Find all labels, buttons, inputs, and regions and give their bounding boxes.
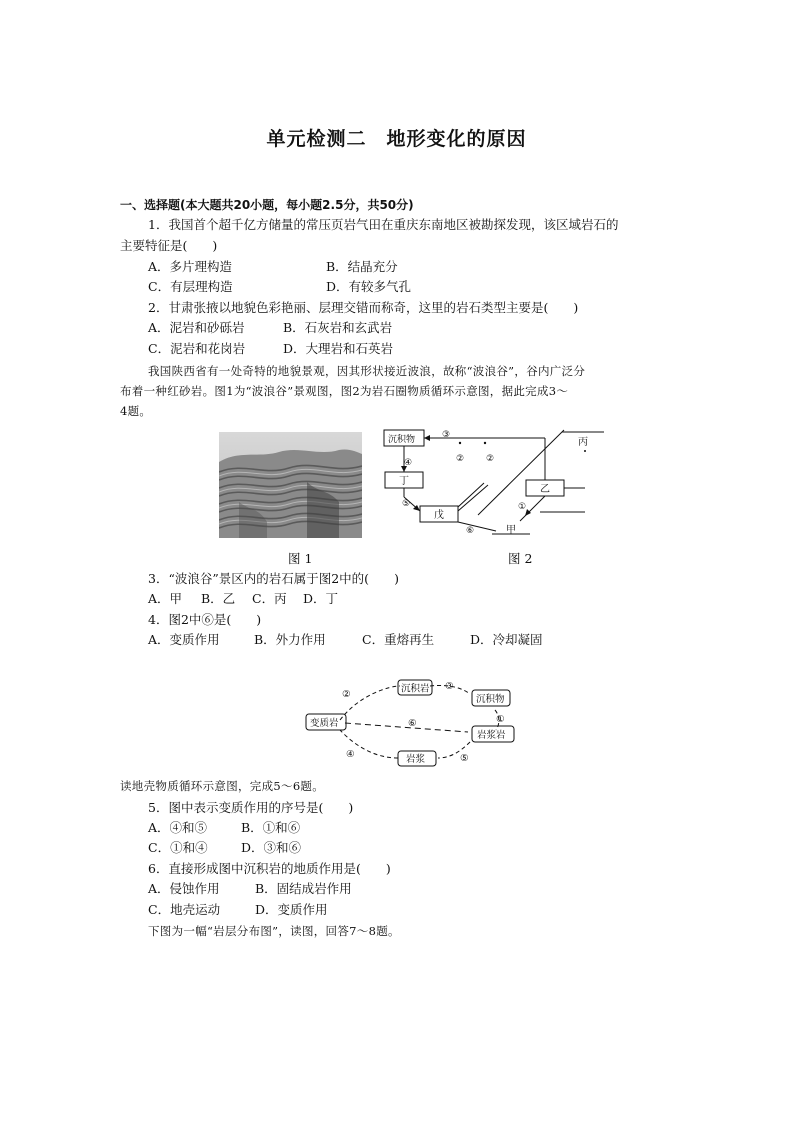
q6-option-a: A．侵蚀作用 [148,881,220,896]
num-2b: ② [486,454,495,464]
fig3-igneous-rock: 岩浆岩 [477,730,506,741]
q4-stem: 4．图2中⑥是( ) [148,612,262,627]
intro34-line2: 布着一种红砂岩。图1为“波浪谷”景观图，图2为岩石圈物质循环示意图，据此完成3～ [120,384,569,398]
num-2a: ② [456,454,465,464]
q6-option-d: D．变质作用 [255,902,328,917]
fig3-num-4: ④ [346,749,355,760]
q4-option-b: B．外力作用 [254,632,326,647]
num-3: ③ [442,430,451,440]
fig3-sedimentary-rock: 沉积岩 [401,683,430,695]
fig3-sediment: 沉积物 [476,694,505,705]
fig3-magma: 岩浆 [406,754,426,765]
q1-stem-line1: 1．我国首个超千亿方储量的常压页岩气田在重庆东南地区被勘探发现，该区域岩石的 [148,217,619,232]
q2-option-b: B．石灰岩和玄武岩 [283,320,393,335]
intro34-line3: 4题。 [120,404,152,418]
num-5: ⑤ [402,499,411,509]
q1-option-b: B．结晶充分 [326,259,398,274]
num-4: ④ [404,458,413,468]
arrow-to-sediment [424,435,430,441]
q5-option-a: A．④和⑤ [148,820,208,835]
label-jia: 甲 [506,525,516,536]
q6-option-c: C．地壳运动 [148,902,221,917]
label-bing: 丙 [578,437,588,448]
q2-option-a: A．泥岩和砂砾岩 [148,320,245,335]
label-wu: 戊 [434,510,444,521]
wave-valley-photo [219,432,362,538]
fig3-num-6: ⑥ [408,718,417,729]
q4-option-a: A．变质作用 [148,632,220,647]
q4-option-d: D．冷却凝固 [470,632,543,647]
q3-option-a: A．甲 [148,591,183,606]
section-heading: 一、选择题(本大题共20小题，每小题2.5分，共50分) [120,198,414,212]
label-sediment: 沉积物 [388,435,416,445]
figure2-caption: 图 2 [508,551,533,566]
q3-option-c: C．丙 [252,591,287,606]
intro78: 下图为一幅“岩层分布图”，读图，回答7～8题。 [148,924,400,938]
q2-stem: 2．甘肃张掖以地貌色彩艳丽、层理交错而称奇，这里的岩石类型主要是( ) [148,300,579,315]
q5-option-b: B．①和⑥ [241,820,301,835]
intro56: 读地壳物质循环示意图，完成5～6题。 [120,779,325,793]
fig3-num-1: ① [496,714,505,725]
rock-cycle-diagram-fig2 [380,425,620,545]
q2-option-c: C．泥岩和花岗岩 [148,341,246,356]
q3-stem: 3．“波浪谷”景区内的岩石属于图2中的( ) [148,571,399,586]
fig3-num-5: ⑤ [460,753,469,764]
crust-cycle-diagram [300,672,522,772]
q3-option-d: D．丁 [303,591,339,606]
q1-option-c: C．有层理构造 [148,279,233,294]
label-ding: 丁 [399,476,409,487]
q6-option-b: B．固结成岩作用 [255,881,352,896]
fig3-num-3: ③ [445,681,454,692]
intro34-line1: 我国陕西省有一处奇特的地貌景观，因其形状接近波浪，故称“波浪谷”，谷内广泛分 [148,364,586,378]
fig3-metamorphic-rock: 变质岩 [310,718,339,729]
q3-option-b: B．乙 [201,591,236,606]
q2-option-d: D．大理岩和石英岩 [283,341,394,356]
q4-option-c: C．重熔再生 [362,632,435,647]
num-6: ⑥ [466,526,475,536]
q1-option-a: A．多片理构造 [148,259,233,274]
q5-option-d: D．③和⑥ [241,840,302,855]
q5-stem: 5．图中表示变质作用的序号是( ) [148,800,354,815]
label-yi: 乙 [540,484,550,495]
page-title: 单元检测二 地形变化的原因 [266,128,527,150]
q5-option-c: C．①和④ [148,840,208,855]
q6-stem: 6．直接形成图中沉积岩的地质作用是( ) [148,861,391,876]
fig3-num-2: ② [342,689,351,700]
q1-option-d: D．有较多气孔 [326,279,412,294]
num-1: ① [518,502,527,512]
figure1-caption: 图 1 [288,551,313,566]
q1-stem-line2: 主要特征是( ) [120,238,218,253]
